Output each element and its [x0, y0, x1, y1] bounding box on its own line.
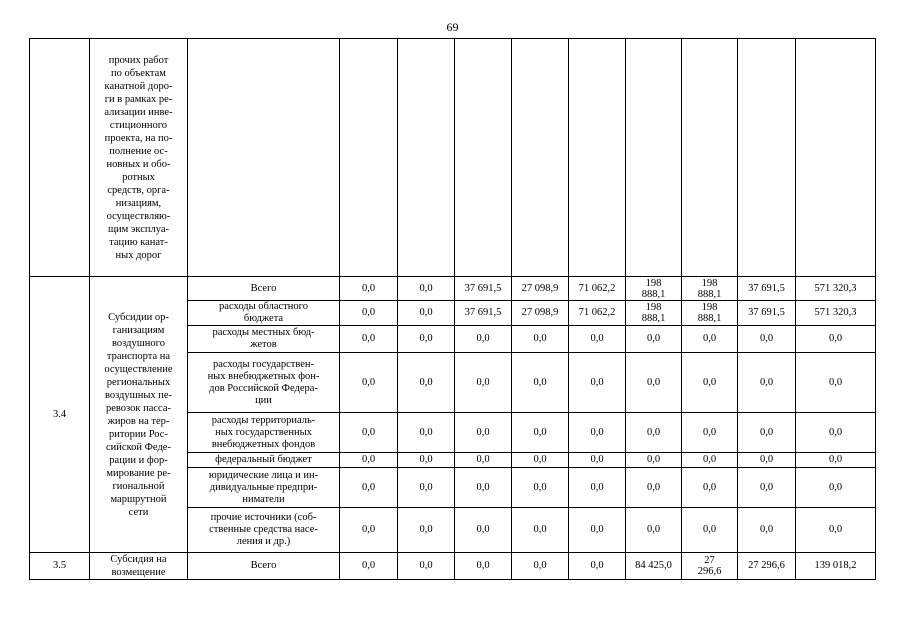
value-cell	[398, 508, 455, 553]
value-cell	[512, 353, 569, 413]
value-line: 37 691,5	[464, 307, 502, 318]
description-line: осуществляю-	[106, 210, 171, 222]
value-line: 0,0	[419, 524, 433, 535]
funding-source-line: ных внебюджетных фон-	[207, 370, 320, 382]
value-cell	[455, 301, 512, 326]
description-line: мирование ре-	[106, 467, 171, 479]
description-line: ганизациям	[112, 324, 165, 336]
value-line: 0,0	[702, 454, 717, 465]
description-line: стиционного	[109, 119, 168, 131]
value-cell	[738, 301, 796, 326]
value-line: 0,0	[646, 481, 661, 493]
value-cell	[738, 553, 796, 580]
value-line: 27 098,9	[521, 282, 559, 294]
value-line: 0,0	[361, 524, 376, 535]
description-line: проекта, на по-	[104, 132, 173, 144]
value-cell	[398, 553, 455, 580]
value-cell	[682, 468, 738, 508]
value-line: 0,0	[361, 376, 376, 388]
value-line: 0,0	[419, 376, 433, 388]
value-line: 0,0	[361, 481, 376, 493]
description-line: сети	[128, 506, 149, 518]
value-line: 71 062,2	[578, 307, 616, 318]
description-line: Субсидии ор-	[108, 311, 169, 323]
value-cell	[626, 468, 682, 508]
value-cell	[738, 277, 796, 301]
value-cell	[398, 468, 455, 508]
funding-source-cell	[188, 277, 340, 301]
value-cell	[569, 326, 626, 353]
funding-source-line: ных государственных	[215, 426, 312, 438]
value-line: 0,0	[476, 454, 490, 465]
value-cell	[512, 301, 569, 326]
value-line: 0,0	[476, 426, 490, 438]
page-number: 69	[446, 20, 459, 34]
value-line: 0,0	[646, 376, 661, 388]
description-line: маршрутной	[110, 493, 167, 505]
value-line: 0,0	[590, 426, 604, 438]
value-cell	[512, 508, 569, 553]
value-cell	[569, 553, 626, 580]
value-line: 0,0	[702, 333, 717, 344]
value-line: 0,0	[361, 426, 376, 438]
description-line: Субсидия на	[110, 554, 167, 565]
description-line: транспорта на	[106, 350, 171, 362]
value-line: 0,0	[476, 560, 490, 571]
empty-value-cell	[682, 39, 738, 277]
description-line: канатной доро-	[104, 80, 173, 92]
table-row	[30, 277, 876, 301]
funding-source-line: внебюджетных фондов	[211, 438, 316, 450]
value-line: 888,1	[697, 313, 722, 324]
value-line: 0,0	[828, 426, 843, 438]
funding-source-line: прочие источники (соб-	[210, 512, 317, 523]
funding-source-line: расходы государствен-	[212, 358, 315, 370]
value-cell	[455, 453, 512, 468]
value-line: 0,0	[419, 454, 433, 465]
value-cell	[340, 301, 398, 326]
funding-source-line: Всего	[250, 282, 277, 294]
value-line: 0,0	[419, 282, 433, 294]
value-cell	[398, 353, 455, 413]
description-line: гиональной	[112, 480, 165, 492]
funding-source-line: расходы территориаль-	[211, 414, 316, 426]
empty-value-cell	[512, 39, 569, 277]
value-cell	[340, 353, 398, 413]
value-line: 0,0	[759, 376, 774, 388]
value-cell	[455, 553, 512, 580]
value-cell	[796, 453, 876, 468]
funding-source-line: ления и др.)	[236, 536, 291, 547]
value-line: 0,0	[361, 307, 376, 318]
value-cell	[682, 508, 738, 553]
value-cell	[569, 453, 626, 468]
value-cell	[569, 413, 626, 453]
value-cell	[738, 508, 796, 553]
empty-value-cell	[569, 39, 626, 277]
value-cell	[626, 353, 682, 413]
funding-source-cell	[188, 301, 340, 326]
value-line: 0,0	[590, 481, 604, 493]
value-line: 0,0	[533, 481, 547, 493]
value-cell	[340, 326, 398, 353]
row-number-cell: 3.5	[30, 553, 90, 580]
value-cell	[569, 353, 626, 413]
value-cell	[340, 277, 398, 301]
value-cell	[398, 277, 455, 301]
value-cell	[682, 301, 738, 326]
value-cell	[569, 468, 626, 508]
description-line: ализации инве-	[104, 106, 173, 118]
funding-source-line: Всего	[250, 560, 277, 571]
table-row	[30, 39, 876, 277]
value-cell	[626, 326, 682, 353]
value-cell	[626, 413, 682, 453]
value-cell	[682, 326, 738, 353]
value-line: 0,0	[702, 481, 717, 493]
value-cell	[569, 277, 626, 301]
value-line: 0,0	[476, 481, 490, 493]
value-line: 37 691,5	[748, 282, 785, 294]
description-line: сийской Феде-	[106, 441, 171, 453]
value-line: 0,0	[361, 333, 376, 344]
value-cell	[398, 413, 455, 453]
funding-source-line: расходы местных бюд-	[212, 327, 315, 338]
description-line: ных дорог	[115, 249, 162, 261]
value-cell	[738, 353, 796, 413]
empty-value-cell	[188, 39, 340, 277]
row-number-cell: 3.4	[30, 277, 90, 553]
value-cell	[682, 553, 738, 580]
value-line: 71 062,2	[578, 282, 616, 294]
description-line: средств, орга-	[107, 184, 170, 196]
value-line: 0,0	[533, 376, 547, 388]
value-cell	[512, 413, 569, 453]
value-cell	[626, 301, 682, 326]
value-cell	[512, 453, 569, 468]
value-cell	[455, 508, 512, 553]
funding-source-line: ниматели	[242, 493, 285, 505]
value-line: 0,0	[419, 333, 433, 344]
description-line: региональных	[106, 376, 171, 388]
value-line: 0,0	[828, 454, 843, 465]
description-line: новных и обо-	[106, 158, 171, 170]
funding-source-line: дивидуальные предпри-	[209, 481, 318, 493]
item-description-cell	[90, 277, 188, 553]
value-line: 0,0	[476, 333, 490, 344]
value-cell	[340, 413, 398, 453]
value-line: 0,0	[361, 282, 376, 294]
description-line: воздушного	[112, 337, 165, 349]
value-line: 0,0	[759, 454, 774, 465]
value-cell	[340, 468, 398, 508]
value-line: 0,0	[533, 560, 547, 571]
value-cell	[796, 353, 876, 413]
value-line: 0,0	[646, 454, 661, 465]
empty-value-cell	[398, 39, 455, 277]
value-cell	[398, 326, 455, 353]
description-line: рации и фор-	[109, 454, 168, 466]
value-line: 84 425,0	[635, 560, 672, 571]
value-cell	[796, 413, 876, 453]
value-cell	[796, 301, 876, 326]
value-line: 139 018,2	[814, 560, 857, 571]
description-line: ревозок пасса-	[106, 402, 171, 414]
funding-source-line: федеральный бюджет	[215, 454, 312, 465]
description-line: щим эксплуа-	[107, 223, 170, 235]
value-line: 27 098,9	[521, 307, 559, 318]
value-line: 0,0	[759, 524, 774, 535]
value-cell	[512, 468, 569, 508]
value-line: 0,0	[646, 426, 661, 438]
value-cell	[340, 508, 398, 553]
value-line: 0,0	[759, 426, 774, 438]
description-line: осуществление	[104, 363, 173, 375]
description-line: возмещение	[111, 567, 166, 578]
budget-table	[29, 38, 876, 580]
empty-value-cell	[738, 39, 796, 277]
value-line: 571 320,3	[814, 282, 857, 294]
value-cell	[682, 353, 738, 413]
value-line: 0,0	[590, 454, 604, 465]
value-cell	[455, 413, 512, 453]
description-line: ги в рамках ре-	[104, 93, 173, 105]
value-cell	[569, 301, 626, 326]
value-line: 0,0	[361, 560, 376, 571]
value-line: 0,0	[476, 524, 490, 535]
value-line: 0,0	[590, 524, 604, 535]
funding-source-line: бюджета	[243, 313, 284, 324]
item-description-cell	[90, 553, 188, 580]
empty-value-cell	[340, 39, 398, 277]
value-line: 0,0	[419, 307, 433, 318]
funding-source-line: жетов	[250, 339, 277, 350]
value-cell	[398, 301, 455, 326]
value-line: 0,0	[759, 481, 774, 493]
value-cell	[738, 453, 796, 468]
value-line: 0,0	[828, 376, 843, 388]
value-line: 0,0	[702, 524, 717, 535]
value-line: 37 691,5	[748, 307, 785, 318]
funding-source-cell	[188, 508, 340, 553]
description-line: ротных	[122, 171, 155, 183]
value-cell	[738, 413, 796, 453]
value-line: 0,0	[361, 454, 376, 465]
value-line: 0,0	[759, 333, 774, 344]
value-line: 27 296,6	[748, 560, 785, 571]
funding-source-line: расходы областного	[219, 301, 308, 312]
value-cell	[796, 326, 876, 353]
value-line: 0,0	[646, 333, 661, 344]
value-line: 0,0	[533, 454, 547, 465]
value-line: 571 320,3	[814, 307, 857, 318]
empty-value-cell	[626, 39, 682, 277]
empty-value-cell	[455, 39, 512, 277]
value-cell	[455, 353, 512, 413]
value-cell	[455, 326, 512, 353]
value-line: 0,0	[419, 426, 433, 438]
value-cell	[796, 508, 876, 553]
value-line: 0,0	[646, 524, 661, 535]
value-cell	[340, 453, 398, 468]
value-cell	[738, 468, 796, 508]
funding-source-cell	[188, 353, 340, 413]
value-cell	[796, 553, 876, 580]
funding-source-cell	[188, 413, 340, 453]
funding-source-line: дов Российской Федера-	[209, 382, 318, 394]
value-cell	[569, 508, 626, 553]
value-line: 0,0	[590, 376, 604, 388]
value-line: 0,0	[419, 481, 433, 493]
value-line: 888,1	[641, 288, 666, 300]
funding-source-line: ции	[255, 394, 272, 406]
description-line: полнение ос-	[109, 145, 168, 157]
value-cell	[626, 453, 682, 468]
funding-source-cell	[188, 453, 340, 468]
description-line: ритории Рос-	[109, 428, 168, 440]
value-line: 0,0	[590, 333, 604, 344]
funding-source-line: ственные средства насе-	[209, 524, 318, 535]
funding-source-cell	[188, 468, 340, 508]
value-line: 0,0	[828, 333, 843, 344]
description-line: низациям,	[115, 197, 162, 209]
value-cell	[796, 468, 876, 508]
row-number-cell	[30, 39, 90, 277]
funding-source-cell	[188, 326, 340, 353]
value-cell	[626, 277, 682, 301]
value-line: 198	[645, 302, 662, 313]
description-line: жиров на тер-	[107, 415, 170, 427]
value-line: 0,0	[828, 481, 843, 493]
value-line: 0,0	[476, 376, 490, 388]
value-line: 198	[645, 277, 662, 289]
value-cell	[682, 453, 738, 468]
value-cell	[455, 277, 512, 301]
value-line: 198	[701, 302, 718, 313]
value-line: 37 691,5	[464, 282, 502, 294]
description-line: воздушных пе-	[104, 389, 173, 401]
description-line: тацию канат-	[109, 236, 168, 248]
value-line: 0,0	[702, 426, 717, 438]
value-cell	[682, 413, 738, 453]
description-line: по объектам	[111, 67, 166, 79]
value-cell	[626, 553, 682, 580]
value-cell	[455, 468, 512, 508]
value-line: 0,0	[828, 524, 843, 535]
value-cell	[398, 453, 455, 468]
value-line: 296,6	[697, 566, 722, 577]
table-row	[30, 553, 876, 580]
value-line: 888,1	[641, 313, 666, 324]
value-line: 198	[701, 277, 718, 289]
value-cell	[796, 277, 876, 301]
value-line: 0,0	[702, 376, 717, 388]
value-line: 0,0	[419, 560, 433, 571]
value-line: 0,0	[590, 560, 604, 571]
funding-source-line: юридические лица и ин-	[208, 469, 319, 481]
funding-source-cell	[188, 553, 340, 580]
value-line: 0,0	[533, 333, 547, 344]
description-line: прочих работ	[108, 54, 169, 66]
value-cell	[340, 553, 398, 580]
empty-value-cell	[796, 39, 876, 277]
value-cell	[738, 326, 796, 353]
value-line: 0,0	[533, 524, 547, 535]
value-cell	[626, 508, 682, 553]
value-cell	[512, 277, 569, 301]
value-cell	[512, 326, 569, 353]
value-cell	[682, 277, 738, 301]
item-description-cell	[90, 39, 188, 277]
value-cell	[512, 553, 569, 580]
value-line: 0,0	[533, 426, 547, 438]
value-line: 888,1	[697, 288, 722, 300]
value-line: 27	[704, 555, 715, 566]
